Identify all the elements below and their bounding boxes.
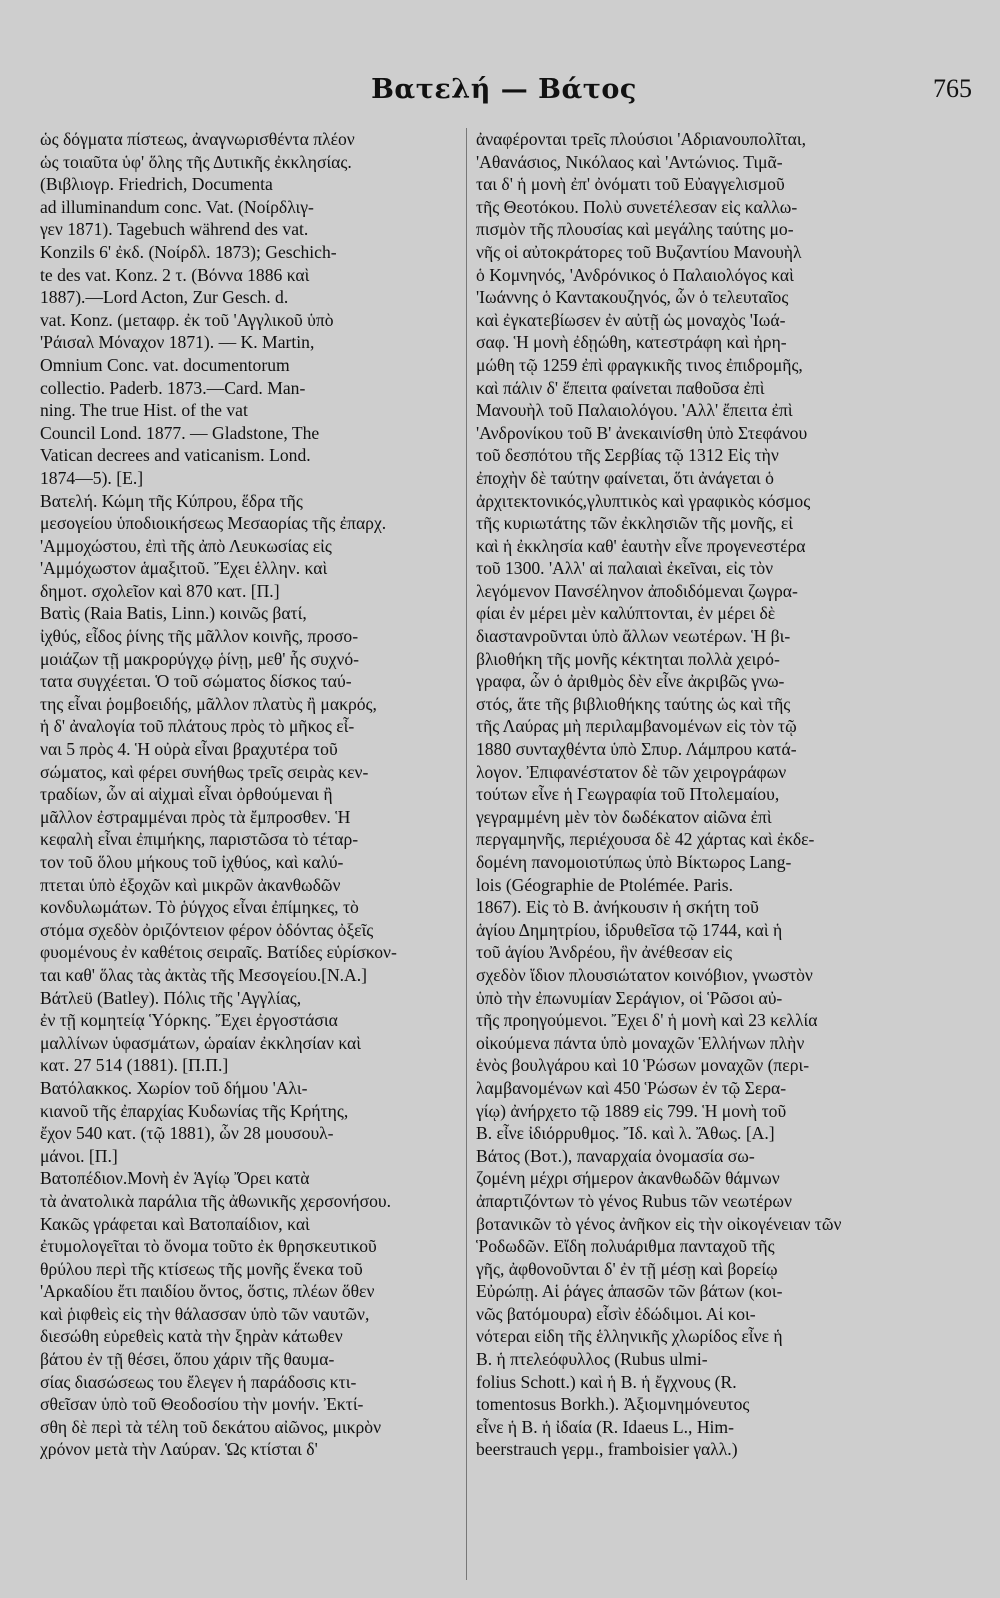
text-line: δημοτ. σχολεῖον καὶ 870 κατ. [Π.] bbox=[40, 580, 280, 601]
text-line: καὶ πάλιν δ' ἔπειτα φαίνεται παθοῦσα ἐπὶ bbox=[476, 377, 765, 398]
text-line: Βατελή. Κώμη τῆς Κύπρου, ἕδρα τῆς bbox=[40, 490, 303, 511]
text-line: νῶς βατόμουρα) εἶσὶν ἐδώδιμοι. Αἱ κοι- bbox=[476, 1303, 756, 1324]
text-line: φυομένους ἐν καθέτοις σειραῖς. Βατίδες εὑρίσκον- bbox=[40, 942, 397, 963]
text-line: κονδυλωμάτων. Τὸ ῥύγχος εἶναι ἐπίμηκες, τὸ bbox=[40, 897, 359, 918]
text-line: καὶ ἡ ἐκκλησία καθ' ἑαυτὴν εἶνε προγενεστέρα bbox=[476, 535, 806, 556]
text-line: φίαι ἐν μέρει μὲν καλύπτονται, ἐν μέρει δὲ bbox=[476, 603, 776, 624]
text-line: κατ. 27 514 (1881). [Π.Π.] bbox=[40, 1055, 229, 1076]
text-line: λαμβανομένων καὶ 450 Ῥώσων ἐν τῷ Σερα- bbox=[476, 1077, 787, 1098]
text-line: τραδίων, ὧν αἱ αἰχμαὶ εἶναι ὀρθούμεναι ἢ bbox=[40, 784, 333, 805]
text-line: της εἶναι ῥομβοειδής, μᾶλλον πλατὺς ἢ μακρός, bbox=[40, 693, 377, 714]
text-line: 'Ράισαλ Μόναχον 1871). — K. Martin, bbox=[40, 332, 315, 353]
text-line: ὡς δόγματα πίστεως, ἀναγνωρισθέντα πλέον bbox=[40, 129, 355, 149]
text-line: καὶ ῥιφθεὶς εἰς τὴν θάλασσαν ὑπὸ τῶν ναυτῶν, bbox=[40, 1303, 370, 1324]
text-line: χρόνον μετὰ τὴν Λαύραν. Ὡς κτίσται δ' bbox=[40, 1439, 318, 1460]
text-line: 1867). Εἰς τὸ Β. ἀνήκουσιν ἡ σκήτη τοῦ bbox=[476, 897, 759, 918]
text-line: βάτου ἐν τῇ θέσει, ὅπου χάριν τῆς θαυμα- bbox=[40, 1349, 335, 1370]
text-line: Β. εἶνε ἰδιόρρυθμος. Ἴδ. καὶ λ. Ἄθως. [Α.] bbox=[476, 1123, 775, 1144]
text-line: Vatican decrees and vaticanism. Lond. bbox=[40, 445, 311, 466]
text-line: τοῦ 1300. 'Αλλ' αἱ παλαιαὶ ἐκεῖναι, εἰς τὸν bbox=[476, 558, 774, 579]
text-line: folius Schott.) καὶ ἡ Β. ἡ ἔγχνους (R. bbox=[476, 1371, 737, 1392]
text-line: ἐποχὴν δὲ ταύτην φαίνεται, ὅτι ἀνάγεται ὁ bbox=[476, 467, 774, 488]
text-line: 1887).—Lord Acton, Zur Gesch. d. bbox=[40, 287, 289, 308]
text-line: μώθη τῷ 1259 ἐπὶ φραγκικῆς τινος ἐπιδρομῆς, bbox=[476, 354, 803, 375]
text-line: 'Αρκαδίου ἔτι παιδίου ὄντος, ὅστις, πλέων ὅθεν bbox=[40, 1281, 375, 1302]
text-line: εἶνε ἡ Β. ἡ ἰδαία (R. Idaeus L., Him- bbox=[476, 1416, 734, 1437]
text-line: Konzils 6' ἐκδ. (Νοίρδλ. 1873); Geschich- bbox=[40, 241, 337, 262]
text-line: οἰκούμενα πάντα ὑπὸ μοναχῶν Ἑλλήνων πλὴν bbox=[476, 1032, 805, 1053]
text-line: ἔχον 540 κατ. (τῷ 1881), ὧν 28 μουσουλ- bbox=[40, 1123, 334, 1144]
column-divider bbox=[466, 128, 467, 1580]
text-line: τῆς κυριωτάτης τῶν ἐκκλησιῶν τῆς μονῆς, εἰ bbox=[476, 513, 793, 534]
text-line: collectio. Paderb. 1873.—Card. Man- bbox=[40, 377, 306, 398]
page-number: 765 bbox=[933, 74, 972, 103]
page-header bbox=[30, 74, 978, 114]
text-line: στόμα σχεδὸν ὀριζόντειον φέρον ὀδόντας ὀξεῖς bbox=[40, 919, 374, 940]
text-line: μοιάζων τῇ μακρορύγχῳ ῥίνῃ, μεθ' ἧς συχνό- bbox=[40, 648, 360, 669]
text-line: ναι 5 πρὸς 4. Ἡ οὐρὰ εἶναι βραχυτέρα τοῦ bbox=[40, 739, 338, 760]
text-line: ται δ' ἡ μονὴ ἐπ' ὀνόματι τοῦ Εὐαγγελισμοῦ bbox=[476, 174, 785, 195]
text-line: ται καθ' ὅλας τὰς ἀκτὰς τῆς Μεσογείου.[Ν.Α.] bbox=[40, 964, 368, 985]
text-line: λογον. Ἐπιφανέστατον δὲ τῶν χειρογράφων bbox=[476, 761, 787, 782]
text-line: νότεραι εἰδη τῆς ἑλληνικῆς χλωρίδος εἶνε ἡ bbox=[476, 1326, 783, 1347]
text-line: 1874—5). [E.] bbox=[40, 467, 144, 488]
text-line: vat. Konz. (μεταφρ. ἐκ τοῦ 'Αγγλικοῦ ὑπὸ bbox=[40, 309, 334, 330]
text-line: Omnium Conc. vat. documentorum bbox=[40, 354, 290, 375]
text-line: 'Αθανάσιος, Νικόλαος καὶ 'Αντώνιος. Τιμᾶ- bbox=[476, 151, 783, 172]
right-column bbox=[476, 128, 886, 1580]
text-line: σχεδὸν ἴδιον πλουσιώτατον κοινόβιον, γνωστὸν bbox=[476, 964, 813, 985]
text-line: ἀναφέρονται τρεῖς πλούσιοι 'Αδριανουπολῖται, bbox=[476, 129, 807, 149]
text-line: (Βιβλιογρ. Friedrich, Documenta bbox=[40, 174, 273, 195]
text-line: τοῦ δεσπότου τῆς Σερβίας τῷ 1312 Εἰς τὴν bbox=[476, 445, 779, 466]
text-line: 'Αμμόχωστον ἁμαξιτοῦ. Ἔχει ἑλλην. καὶ bbox=[40, 558, 328, 579]
text-line: tomentosus Borkh.). Ἀξιομνημόνευτος bbox=[476, 1394, 750, 1415]
text-line: στός, ἅτε τῆς βιβλιοθήκης ταύτης ὡς καὶ τῆς bbox=[476, 693, 791, 714]
text-line: γεν 1871). Tagebuch während des vat. bbox=[40, 219, 309, 240]
text-line: beerstrauch γερμ., framboisier γαλλ.) bbox=[476, 1439, 738, 1460]
text-line: καὶ ἐγκατεβίωσεν ἐν αὐτῇ ὡς μοναχὸς 'Ιωά- bbox=[476, 309, 786, 330]
text-line: τῆς προηγούμενοι. Ἔχει δ' ἡ μονὴ καὶ 23 κελλία bbox=[476, 1010, 818, 1031]
text-line: Μανουὴλ τοῦ Παλαιολόγου. 'Αλλ' ἔπειτα ἐπὶ bbox=[476, 400, 793, 421]
text-line: Βάτος (Βοτ.), παναρχαία ὀνομασία σω- bbox=[476, 1145, 755, 1166]
text-line: ἰχθύς, εἶδος ῥίνης τῆς μᾶλλον κοινῆς, προσο- bbox=[40, 626, 359, 647]
text-line: Council Lond. 1877. — Gladstone, The bbox=[40, 422, 320, 443]
text-line: ἡ δ' ἀναλογία τοῦ πλάτους πρὸς τὸ μῆκος εἶ- bbox=[40, 716, 355, 737]
text-line: ἐτυμολογεῖται τὸ ὄνομα τοῦτο ἐκ θρησκευτικοῦ bbox=[40, 1236, 377, 1257]
text-line: γίῳ) ἀνήρχετο τῷ 1889 εἰς 799. Ἡ μονὴ τοῦ bbox=[476, 1100, 787, 1121]
left-column bbox=[40, 128, 456, 1580]
running-title: Βατελή — Βάτος bbox=[371, 74, 637, 105]
text-line: ning. The true Hist. of the vat bbox=[40, 400, 248, 421]
text-line: Βατὶς (Raia Batis, Linn.) κοινῶς βατί, bbox=[40, 603, 307, 624]
text-line: μάνοι. [Π.] bbox=[40, 1145, 118, 1166]
text-line: Βάτλεϋ (Batley). Πόλις τῆς 'Αγγλίας, bbox=[40, 987, 302, 1008]
text-line: 'Ιωάννης ὁ Καντακουζηνός, ὧν ὁ τελευταῖος bbox=[476, 287, 789, 308]
text-line: ἐν τῇ κομητείᾳ Ὑόρκης. Ἔχει ἐργοστάσια bbox=[40, 1010, 338, 1031]
text-line: τατα συγχέεται. Ὁ τοῦ σώματος δίσκος ταύ- bbox=[40, 671, 352, 692]
text-line: μεσογείου ὑποδιοικήσεως Μεσαορίας τῆς ἐπαρχ. bbox=[40, 513, 387, 534]
text-line: μαλλίνων ὑφασμάτων, ὡραίαν ἐκκλησίαν καὶ bbox=[40, 1032, 361, 1053]
text-line: te des vat. Konz. 2 τ. (Βόννα 1886 καὶ bbox=[40, 264, 310, 285]
text-line: βλιοθήκη τῆς μονῆς κέκτηται πολλὰ χειρό- bbox=[476, 648, 780, 669]
text-line: ad illuminandum conc. Vat. (Νοίρδλιγ- bbox=[40, 196, 314, 217]
text-line: σώματος, καὶ φέρει συνήθως τρεῖς σειρὰς κεν- bbox=[40, 761, 369, 782]
text-line: θρύλου περὶ τῆς κτίσεως τῆς μονῆς ἕνεκα τοῦ bbox=[40, 1258, 363, 1279]
text-line: πισμὸν τῆς πλουσίας καὶ μεγάλης ταύτης μο- bbox=[476, 219, 794, 240]
text-line: 1880 συνταχθέντα ὑπὸ Σπυρ. Λάμπρου κατά- bbox=[476, 739, 797, 760]
text-line: ὑπὸ τὴν ἐπωνυμίαν Σεράγιον, οἱ Ῥῶσοι αὐ- bbox=[476, 987, 783, 1008]
text-line: τον τοῦ ὅλου μήκους τοῦ ἰχθύος, καὶ καλύ- bbox=[40, 852, 344, 872]
text-line: 'Αμμοχώστου, ἐπὶ τῆς ἀπὸ Λευκωσίας εἰς bbox=[40, 535, 332, 556]
text-line: γραφα, ὧν ὁ ἀριθμὸς δὲν εἶνε ἀκριβῶς γνω- bbox=[476, 671, 785, 692]
text-line: διεσώθη εὑρεθεὶς κατὰ τὴν ξηρὰν κάτωθεν bbox=[40, 1326, 343, 1347]
text-line: Βατόλακκος. Χωρίον τοῦ δήμου 'Αλι- bbox=[40, 1077, 308, 1098]
text-line: νῆς οἱ αὐτοκράτορες τοῦ Βυζαντίου Μανουὴλ bbox=[476, 241, 802, 262]
text-line: γῆς, ἀφθονοῦνται δ' ἐν τῇ μέσῃ καὶ βορείῳ bbox=[476, 1258, 778, 1279]
text-line: βοτανικῶν τὸ γένος ἀνῆκον εἰς τὴν οἰκογένειαν τῶν bbox=[476, 1213, 842, 1234]
text-line: κιανοῦ τῆς ἐπαρχίας Κυδωνίας τῆς Κρήτης, bbox=[40, 1100, 349, 1121]
text-line: 'Ανδρονίκου τοῦ Β' ἀνεκαινίσθη ὑπὸ Στεφάνου bbox=[476, 422, 808, 443]
text-line: τῆς Θεοτόκου. Πολὺ συνετέλεσαν εἰς καλλω- bbox=[476, 196, 798, 217]
text-line: Εὐρώπῃ. Αἱ ῥάγες ἁπασῶν τῶν βάτων (κοι- bbox=[476, 1281, 783, 1302]
text-line: κεφαλὴ εἶναι ἐπιμήκης, παριστῶσα τὸ τέταρ- bbox=[40, 829, 359, 850]
text-line: Β. ἡ πτελεόφυλλος (Rubus ulmi- bbox=[476, 1349, 708, 1370]
text-line: ζομένη μέχρι σήμερον ἀκανθωδῶν θάμνων bbox=[476, 1168, 780, 1189]
text-line: διαστανροῦνται ὑπὸ ἄλλων νεωτέρων. Ἡ βι- bbox=[476, 626, 791, 647]
text-line: lois (Géographie de Ptolémée. Paris. bbox=[476, 874, 733, 895]
text-line: τούτων εἶνε ἡ Γεωγραφία τοῦ Πτολεμαίου, bbox=[476, 784, 780, 805]
text-line: περγαμηνῆς, περιέχουσα δὲ 42 χάρτας καὶ ἐκδε- bbox=[476, 829, 815, 850]
text-line: σίας διασώσεως του ἔλεγεν ἡ παράδοσις κτι- bbox=[40, 1371, 357, 1392]
text-line: τὰ ἀνατολικὰ παράλια τῆς ἀθωνικῆς χερσονήσου. bbox=[40, 1190, 392, 1211]
text-line: δομένη πανομοιοτύπως ὑπὸ Βίκτωρος Lang- bbox=[476, 852, 792, 872]
text-line: σθη δὲ περὶ τὰ τέλη τοῦ δεκάτου αἰῶνος, μικρὸν bbox=[40, 1416, 382, 1437]
text-line: γεγραμμένη μὲν τὸν δωδέκατον αἰῶνα ἐπὶ bbox=[476, 806, 772, 827]
text-line: ἑνὸς βουλγάρου καὶ 10 Ῥώσων μοναχῶν (περι- bbox=[476, 1055, 810, 1076]
text-line: σαφ. Ἡ μονὴ ἐδῃώθη, κατεστράφη καὶ ἠρη- bbox=[476, 332, 787, 353]
text-line: ἀρχιτεκτονικός,γλυπτικὸς καὶ γραφικὸς κόσμος bbox=[476, 490, 811, 511]
text-line: ὁ Κομνηνός, 'Ανδρόνικος ὁ Παλαιολόγος καὶ bbox=[476, 264, 794, 285]
text-line: λεγόμενον Πανσέληνον ἀποδιδόμεναι ζωγρα- bbox=[476, 580, 798, 601]
text-line: Βατοπέδιον.Μονὴ ἐν Ἁγίῳ Ὄρει κατὰ bbox=[40, 1168, 310, 1189]
text-line: πτεται ὑπὸ ἐξοχῶν καὶ μικρῶν ἀκανθωδῶν bbox=[40, 874, 341, 895]
text-line: Ῥοδωδῶν. Εἴδη πολυάριθμα πανταχοῦ τῆς bbox=[476, 1236, 775, 1257]
text-line: Κακῶς γράφεται καὶ Βατοπαίδιον, καὶ bbox=[40, 1213, 310, 1234]
text-line: ἀπαρτιζόντων τὸ γένος Rubus τῶν νεωτέρων bbox=[476, 1190, 792, 1211]
text-line: ἁγίου Δημητρίου, ἱδρυθεῖσα τῷ 1744, καὶ ἡ bbox=[476, 919, 783, 940]
text-line: τοῦ ἁγίου Ἀνδρέου, ἣν ἀνέθεσαν εἰς bbox=[476, 942, 733, 963]
text-line: μᾶλλον ἐστραμμέναι πρὸς τὰ ἔμπροσθεν. Ἡ bbox=[40, 806, 351, 827]
text-line: σθεῖσαν ὑπὸ τοῦ Θεοδοσίου τὴν μονήν. Ἐκτί- bbox=[40, 1394, 364, 1415]
text-line: ὡς τοιαῦτα ὑφ' ὅλης τῆς Δυτικῆς ἐκκλησίας. bbox=[40, 151, 352, 172]
text-line: τῆς Λαύρας μὴ περιλαμβανομένων εἰς τὸν τῷ bbox=[476, 716, 797, 737]
